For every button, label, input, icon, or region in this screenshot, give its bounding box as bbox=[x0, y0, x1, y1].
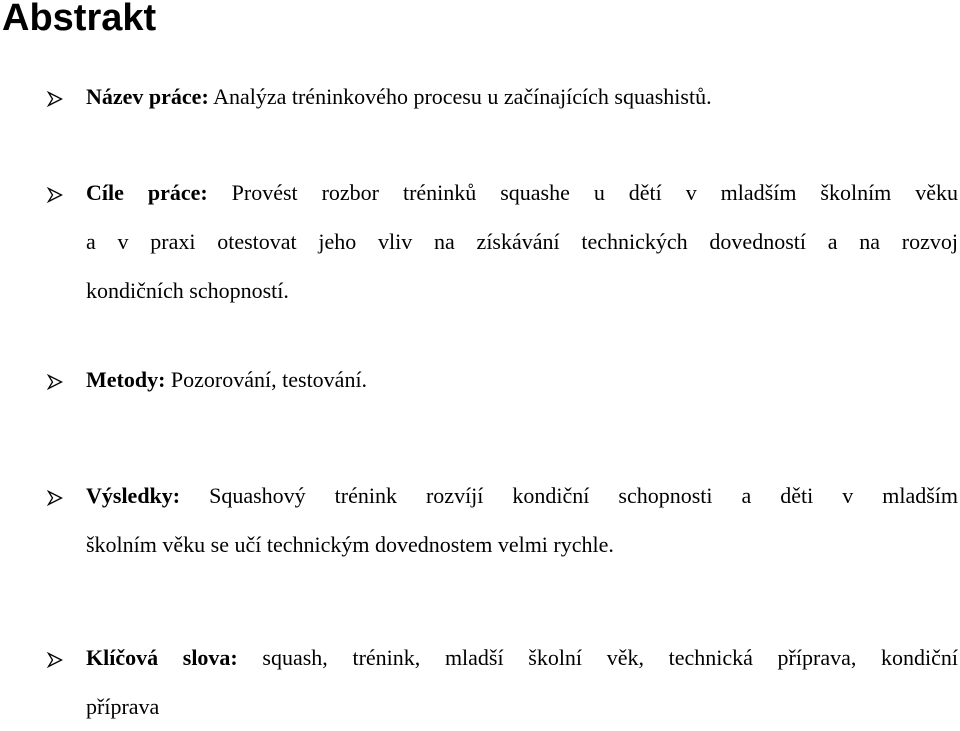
item-text: Provést rozbor tréninků squashe u dětí v mladším školním věku bbox=[207, 180, 959, 205]
arrowhead-bullet-icon bbox=[47, 652, 63, 668]
item-text: squash, trénink, mladší školní věk, technická příprava, kondiční bbox=[237, 645, 958, 670]
item-text: příprava bbox=[86, 694, 160, 719]
item-label: Výsledky: bbox=[86, 483, 181, 508]
arrowhead-bullet-icon bbox=[47, 490, 63, 506]
item-label: Metody: bbox=[86, 367, 166, 392]
arrowhead-bullet-icon bbox=[47, 91, 63, 107]
item-text: Pozorování, testování. bbox=[165, 367, 368, 392]
arrowhead-bullet-icon bbox=[47, 187, 63, 203]
item-text: kondičních schopností. bbox=[86, 278, 289, 303]
item-label: Název práce: bbox=[86, 84, 209, 109]
item-text: Squashový trénink rozvíjí kondiční schopnosti a děti v mladším bbox=[180, 483, 958, 508]
arrowhead-bullet-icon bbox=[47, 374, 63, 390]
item-text: a v praxi otestovat jeho vliv na získávání technických dovedností a na rozvoj bbox=[86, 229, 958, 254]
item-text: Analýza tréninkového procesu u začínajících squashistů. bbox=[208, 84, 712, 109]
item-label: Klíčová slova: bbox=[86, 645, 238, 670]
item-text: školním věku se učí technickým dovednostem velmi rychle. bbox=[86, 532, 614, 557]
page-title: Abstrakt bbox=[2, 0, 157, 39]
item-label: Cíle práce: bbox=[86, 180, 208, 205]
